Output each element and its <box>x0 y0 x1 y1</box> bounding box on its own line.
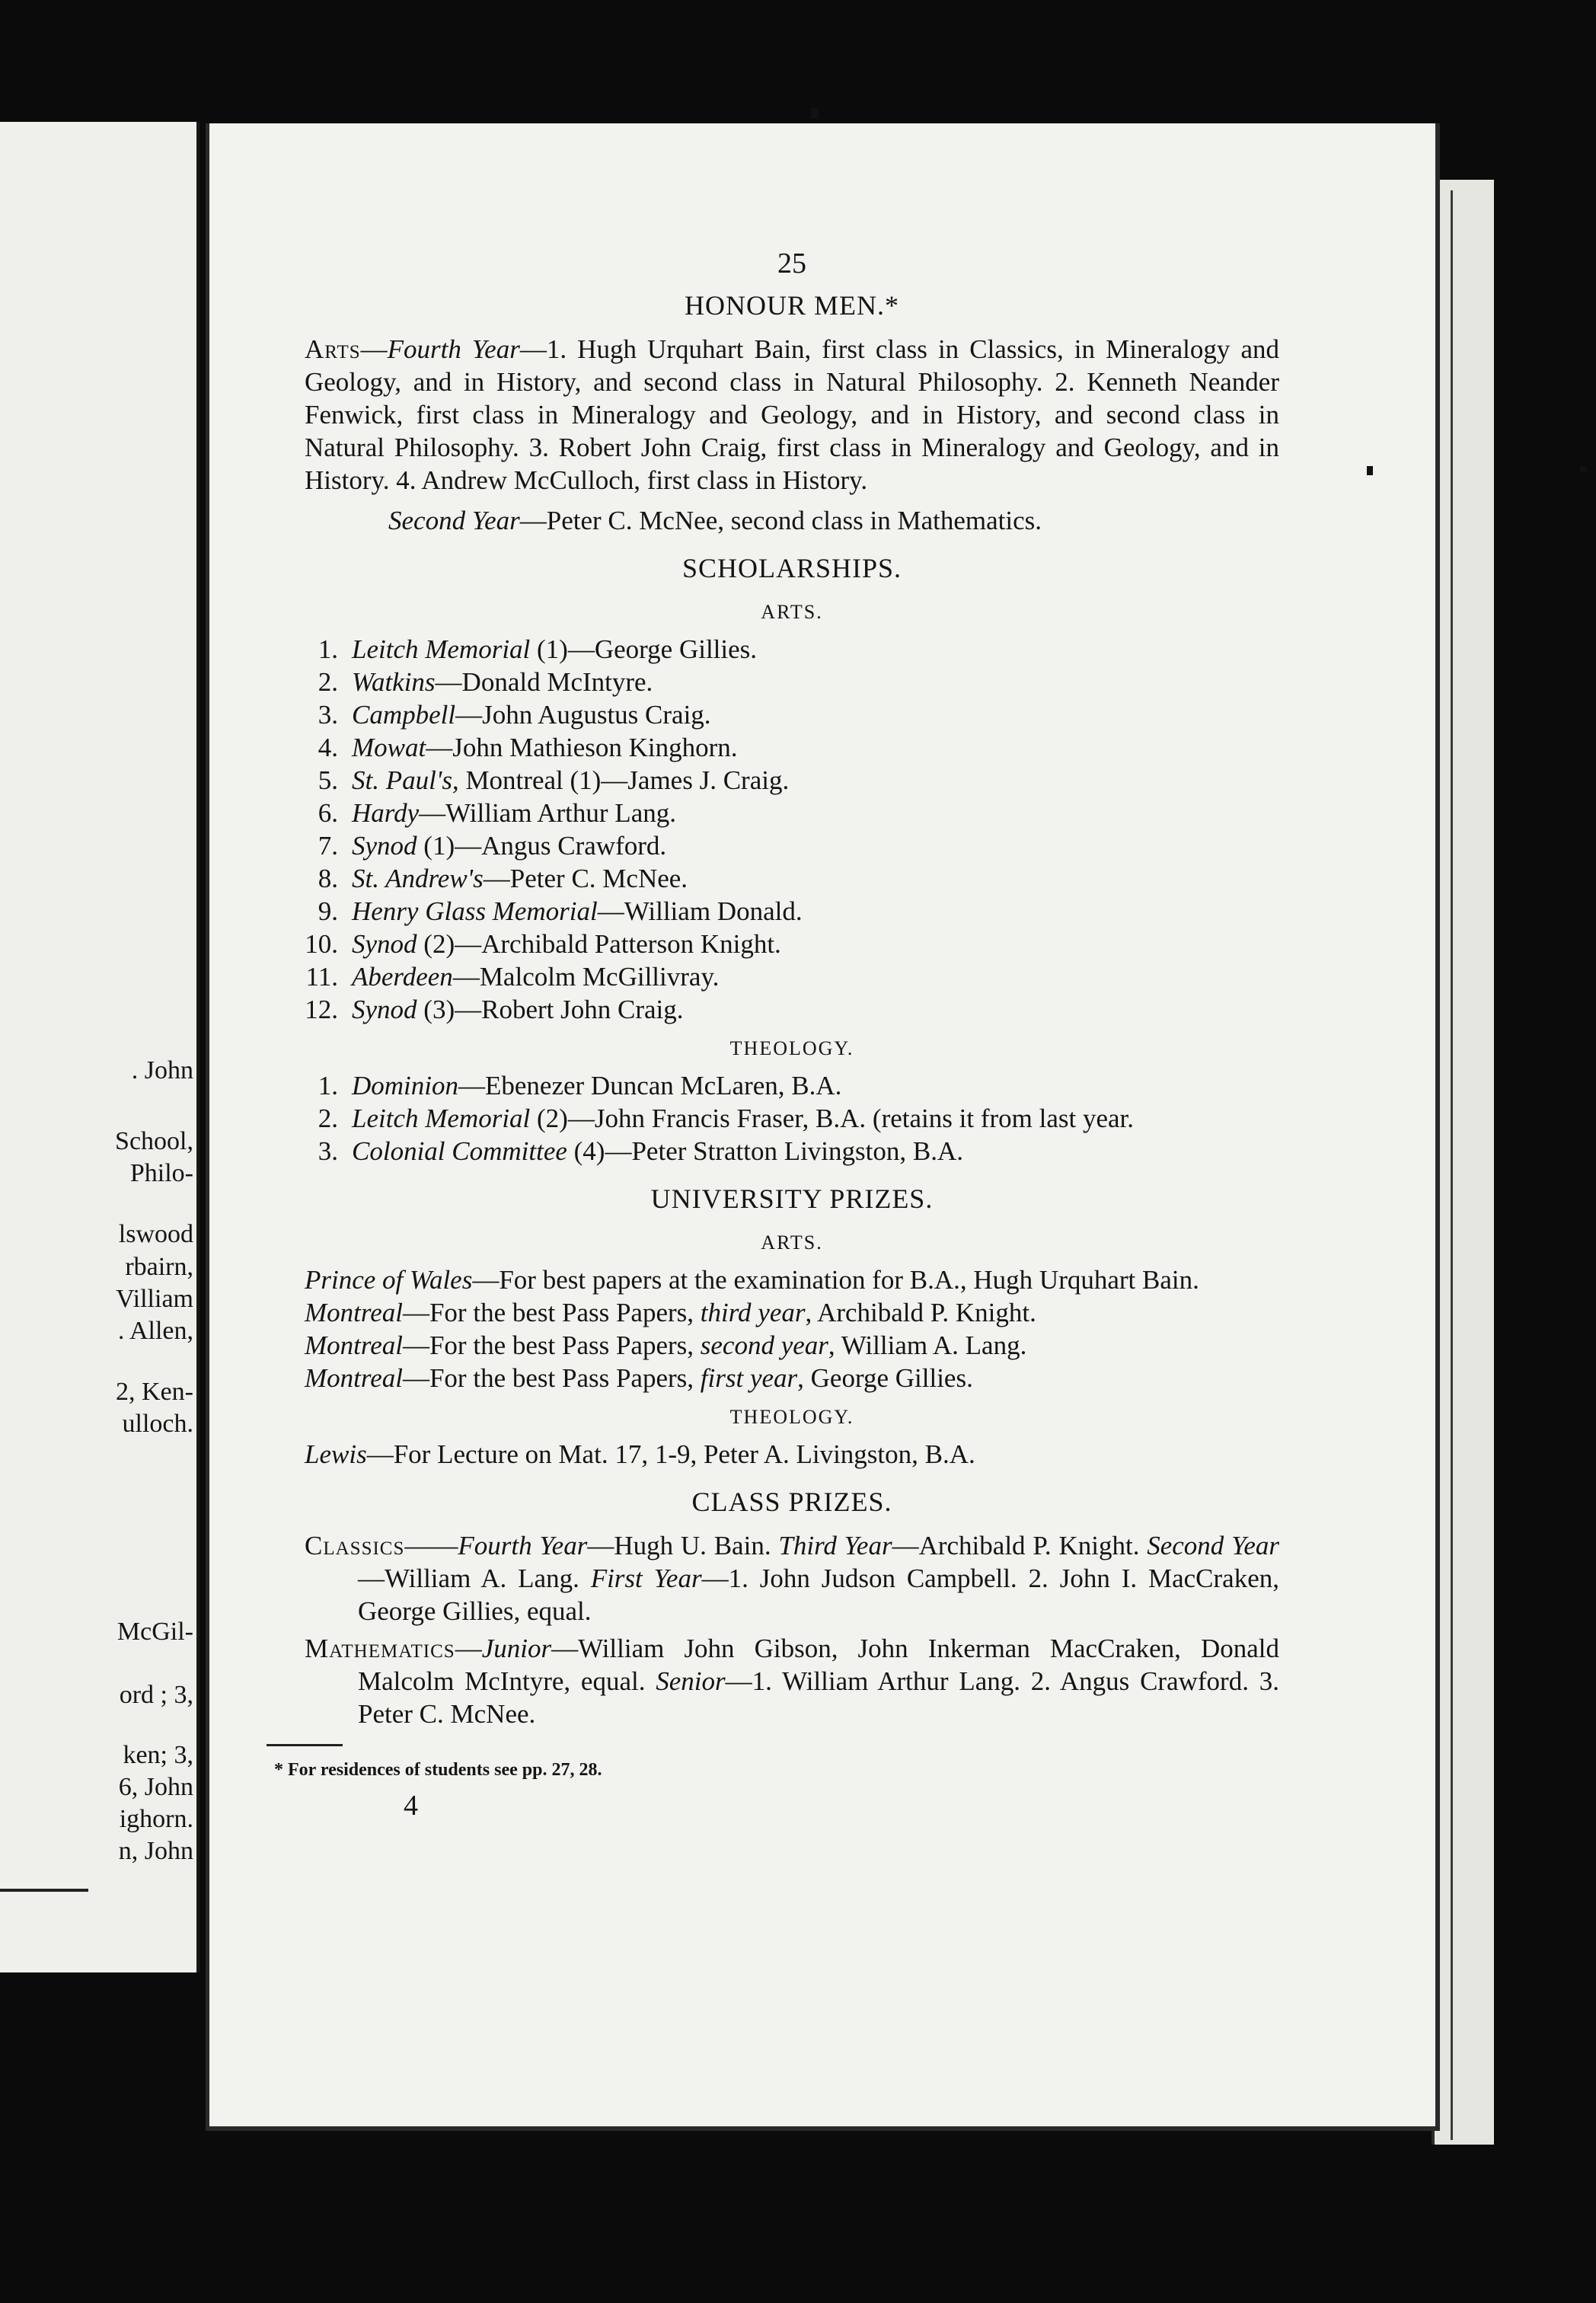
university-prize-arts-item <box>305 1329 1279 1362</box>
left-page-text-fragment: ighorn. <box>119 1805 193 1833</box>
page-number: 25 <box>777 248 806 279</box>
list-number: 11. <box>305 962 338 992</box>
scholarship-name: St. Paul's, <box>352 765 459 795</box>
mathematics-senior-text: —1. William Arthur Lang. 2. Angus Crawford. 3. Peter C. McNee. <box>358 1666 1279 1729</box>
university-prize-theology-item <box>305 1438 1279 1471</box>
university-prizes-heading: UNIVERSITY PRIZES. <box>650 1183 934 1214</box>
scholarship-recipient: —Peter C. McNee. <box>483 864 688 893</box>
scholarships-arts-list <box>305 633 1279 1026</box>
mathematics-dash: — <box>455 1634 482 1663</box>
list-number: 5. <box>318 765 338 795</box>
scholarship-recipient: (3)—Robert John Craig. <box>417 995 684 1024</box>
left-page-text-fragment: n, John <box>118 1837 193 1865</box>
scholarship-arts-item <box>305 829 1279 862</box>
left-page-text-fragment: ord ; 3, <box>119 1681 193 1709</box>
prize-text: —For the best Pass Papers, <box>402 1298 701 1327</box>
scholarship-name: Campbell <box>352 700 456 730</box>
classics-dash: —— <box>404 1531 458 1560</box>
scholarship-recipient: (2)—Archibald Patterson Knight. <box>417 929 781 959</box>
university-prize-arts-item <box>305 1362 1279 1394</box>
list-number: 10. <box>305 929 338 959</box>
prize-recipient: , Archibald P. Knight. <box>805 1298 1036 1327</box>
scholarship-recipient: —William Arthur Lang. <box>419 798 676 828</box>
list-number: 6. <box>318 798 338 828</box>
scholarship-arts-item <box>305 633 1279 666</box>
scholarship-name: Aberdeen <box>352 962 453 992</box>
prize-text: —For the best Pass Papers, <box>402 1330 701 1360</box>
scholarship-name: Colonial Committee <box>352 1136 567 1166</box>
list-number: 12. <box>305 995 338 1024</box>
scholarship-arts-item <box>305 698 1279 731</box>
signature-mark: 4 <box>404 1790 418 1822</box>
prize-text: —For the best Pass Papers, <box>402 1363 701 1393</box>
scholarship-name: Leitch Memorial <box>352 1104 531 1133</box>
mathematics-junior-text: —William John Gibson, John Inkerman MacCraken, Donald Malcolm McIntyre, equal. <box>358 1634 1279 1696</box>
honour-men-heading: HONOUR MEN.* <box>685 290 899 321</box>
classics-fourth-text: —Hugh U. Bain. <box>587 1531 779 1560</box>
scholarship-arts-item <box>305 960 1279 993</box>
left-page-text-fragment: Philo- <box>129 1159 193 1187</box>
prize-name: Montreal <box>305 1298 403 1327</box>
list-number: 8. <box>318 864 338 893</box>
classics-third-year: Third Year <box>778 1531 892 1560</box>
fourth-year-label: Fourth Year <box>387 334 520 364</box>
classics-first-text: —1. John Judson Campbell. 2. John I. MacCraken, George Gillies, equal. <box>358 1564 1279 1626</box>
left-page-rule <box>0 1889 88 1892</box>
scholarship-recipient: —Ebenezer Duncan McLaren, B.A. <box>458 1071 842 1100</box>
left-page-text-fragment: 6, John <box>118 1773 193 1801</box>
scholarship-recipient: (2)—John Francis Fraser, B.A. (retains it from last year. <box>530 1104 1135 1133</box>
scholarship-theology-item <box>305 1069 1279 1102</box>
university-prizes-arts-heading: ARTS. <box>761 1231 823 1254</box>
class-prizes-mathematics <box>305 1632 1279 1730</box>
list-number: 1. <box>318 1071 338 1100</box>
left-page-text-fragment: ulloch. <box>122 1410 193 1438</box>
scholarship-name: St. Andrew's <box>352 864 484 893</box>
list-number: 4. <box>318 733 338 762</box>
list-number: 2. <box>318 667 338 697</box>
left-page-text-fragment: . John <box>131 1056 193 1084</box>
scholarship-name: Synod <box>352 831 417 861</box>
scholarships-theology-heading: THEOLOGY. <box>729 1037 854 1059</box>
left-page-text-fragment: McGil- <box>117 1618 193 1646</box>
honour-men-fourth-year: Arts—Fourth Year—1. Hugh Urquhart Bain, first class in Classics, in Mineralogy and Geology, and in History, and second class in Natural Philosophy. 2. Kenneth Neander Fenwick, first class in Mineralogy and Geology, and in History, and second class in Natural Philosophy. 3. Robert John Craig, first class in Mineralogy and Geology, and in History. 4. Andrew McCulloch, first class in History. <box>305 334 1279 495</box>
scholarship-recipient: —John Mathieson Kinghorn. <box>426 733 738 762</box>
university-prizes-theology-list <box>305 1438 1279 1471</box>
fourth-year-text: —1. Hugh Urquhart Bain, first class in Classics, in Mineralogy and Geology, and in History, and second class in Natural Philosophy. 2. Kenneth Neander Fenwick, first class in Mineralogy and Geology, and in History, and second class in Natural Philosophy. 3. Robert John Craig, first class in Mineralogy and Geology, and in History. 4. Andrew McCulloch, first class in History. <box>305 334 1279 495</box>
prize-text: —For best papers at the examination for B.A., Hugh Urquhart Bain. <box>472 1265 1199 1295</box>
scholarship-recipient: —William Donald. <box>597 896 803 926</box>
classics-first-year: First Year <box>590 1564 702 1593</box>
scholarship-arts-item <box>305 895 1279 928</box>
scholarship-name: Synod <box>352 995 417 1024</box>
prize-name: Montreal <box>305 1363 403 1393</box>
scholarship-arts-item <box>305 731 1279 764</box>
scholarship-theology-item <box>305 1135 1279 1167</box>
list-number: 1. <box>318 634 338 664</box>
left-page-text-fragment: School, <box>115 1127 193 1155</box>
left-page-text-fragment: . Allen, <box>117 1317 193 1345</box>
ink-speck <box>1580 466 1586 472</box>
scholarship-recipient: Montreal (1)—James J. Craig. <box>458 765 790 795</box>
university-prize-arts-item <box>305 1263 1279 1296</box>
scholarship-arts-item <box>305 797 1279 829</box>
scholarship-recipient: —John Augustus Craig. <box>455 700 711 730</box>
left-page-fragment <box>0 122 200 1972</box>
university-prizes-theology-heading: THEOLOGY. <box>729 1406 854 1428</box>
list-number: 2. <box>318 1104 338 1133</box>
footnote-rule <box>267 1744 343 1746</box>
scholarship-name: Dominion <box>352 1071 458 1100</box>
scholarship-arts-item <box>305 928 1279 960</box>
scholarships-arts-heading: ARTS. <box>761 601 823 623</box>
classics-second-year: Second Year <box>1147 1531 1280 1560</box>
classics-label: Classics <box>305 1531 405 1560</box>
second-year-label: Second Year <box>388 506 520 535</box>
prize-recipient: , William A. Lang. <box>828 1330 1027 1360</box>
university-prize-arts-item <box>305 1296 1279 1329</box>
mathematics-senior: Senior <box>656 1666 726 1696</box>
prize-year: first year <box>700 1363 798 1393</box>
scholarship-name: Watkins <box>352 667 436 697</box>
prize-name: Montreal <box>305 1330 403 1360</box>
left-page-text-fragment: lswood <box>118 1220 193 1248</box>
scholarship-arts-item <box>305 862 1279 895</box>
list-number: 3. <box>318 1136 338 1166</box>
list-number: 7. <box>318 831 338 861</box>
scholarship-name: Synod <box>352 929 417 959</box>
scholarship-arts-item <box>305 993 1279 1026</box>
scholarship-name: Henry Glass Memorial <box>352 896 598 926</box>
classics-second-text: —William A. Lang. <box>358 1564 591 1593</box>
left-page-text-fragment: Villiam <box>116 1285 193 1313</box>
scholarship-recipient: —Malcolm McGillivray. <box>452 962 720 992</box>
left-page-text-fragment: 2, Ken- <box>116 1378 193 1406</box>
arts-label: Arts <box>305 334 361 364</box>
left-page-text-fragment: ken; 3, <box>123 1741 193 1769</box>
classics-third-text: —Archibald P. Knight. <box>892 1531 1148 1560</box>
classics-fourth-year: Fourth Year <box>458 1531 588 1560</box>
prize-name: Lewis <box>305 1439 367 1469</box>
scholarship-name: Hardy <box>352 798 420 828</box>
scholarship-recipient: (4)—Peter Stratton Livingston, B.A. <box>567 1136 964 1166</box>
left-page-text-fragment: rbairn, <box>125 1253 193 1281</box>
university-prizes-arts-list <box>305 1263 1279 1394</box>
ink-speck <box>1367 466 1373 475</box>
prize-text: —For Lecture on Mat. 17, 1-9, Peter A. Livingston, B.A. <box>366 1439 975 1469</box>
class-prizes-heading: CLASS PRIZES. <box>691 1487 892 1517</box>
class-prizes-classics <box>305 1529 1279 1627</box>
prize-year: second year <box>700 1330 828 1360</box>
scholarship-arts-item <box>305 764 1279 797</box>
scholarship-name: Mowat <box>352 733 426 762</box>
honour-men-second-year <box>305 504 1279 537</box>
scholarships-theology-list <box>305 1069 1279 1167</box>
second-year-text: —Peter C. McNee, second class in Mathematics. <box>519 506 1042 535</box>
scholarship-recipient: (1)—George Gillies. <box>530 634 758 664</box>
footnote: * For residences of students see pp. 27, 28. <box>274 1760 602 1780</box>
scholarship-arts-item <box>305 666 1279 698</box>
scholarship-name: Leitch Memorial <box>352 634 531 664</box>
page-content <box>274 248 1280 1822</box>
list-number: 3. <box>318 700 338 730</box>
ink-speck <box>811 108 819 119</box>
scholarship-theology-item <box>305 1102 1279 1135</box>
prize-year: third year <box>700 1298 806 1327</box>
scholarships-heading: SCHOLARSHIPS. <box>681 553 902 583</box>
list-number: 9. <box>318 896 338 926</box>
scholarship-recipient: —Donald McIntyre. <box>435 667 653 697</box>
mathematics-label: Mathematics <box>305 1634 455 1663</box>
prize-name: Prince of Wales <box>305 1265 473 1295</box>
scholarship-recipient: (1)—Angus Crawford. <box>417 831 667 861</box>
underlying-page-edge-2 <box>1451 190 1480 2140</box>
mathematics-junior: Junior <box>481 1634 552 1663</box>
prize-recipient: , George Gillies. <box>797 1363 973 1393</box>
